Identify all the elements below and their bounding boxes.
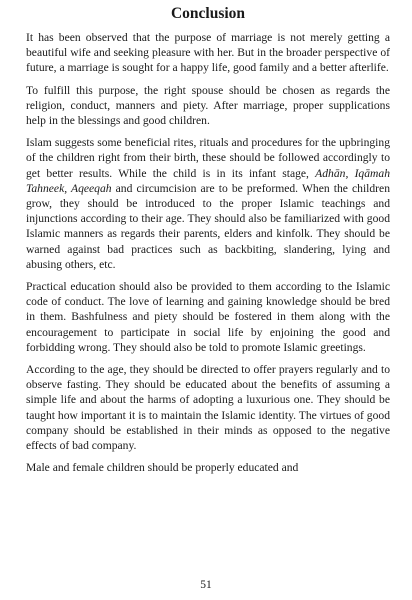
paragraph-3 bbox=[26, 135, 390, 272]
paragraph-1 bbox=[26, 30, 390, 76]
paragraph-5 bbox=[26, 362, 390, 453]
paragraph-2 bbox=[26, 83, 390, 129]
paragraph-6 bbox=[26, 460, 390, 475]
paragraph-text: and circumcision are to be preformed. When the children grow, they should be introduced to the proper Islamic teachings and injunctions according to their age. They should also be familiarized with good Islamic manners as regards their parents, elders and kinfolk. They should be warned against bad practices such as backbiting, slandering, lying and abusing others, etc. bbox=[26, 181, 390, 271]
paragraph-text: To fulfill this purpose, the right spouse should be chosen as regards the religion, conduct, manners and piety. After marriage, proper supplications help in the blessings and good children. bbox=[26, 83, 390, 128]
paragraph-text: Male and female children should be properly educated and bbox=[26, 461, 299, 475]
paragraph-4 bbox=[26, 279, 390, 355]
body-text bbox=[26, 30, 390, 475]
italic-terms: Adhān, Iqāmah Tahneek, Aqeeqah bbox=[26, 166, 390, 195]
page-number: 51 bbox=[200, 579, 212, 591]
paragraph-text: It has been observed that the purpose of marriage is not merely getting a beautiful wife and seeking pleasure with her. But in the broader perspective of future, a marriage is sought for a happy life, good family and a better afterlife. bbox=[26, 31, 390, 75]
paragraph-text: Practical education should also be provided to them according to the Islamic code of conduct. The love of learning and gaining knowledge should be bred in them. Bashfulness and piety should be fostered in them along with the encouragement to participate in social life by enjoining the good and forbidding wrong. They should also be told to promote Islamic greetings. bbox=[26, 280, 390, 354]
paragraph-text: Islam suggests some beneficial rites, rituals and procedures for the upbringing of the children right from their birth, these should be followed accordingly to get better results. While the child is in its infant stage, bbox=[26, 136, 390, 180]
paragraph-text: According to the age, they should be directed to offer prayers regularly and to observe fasting. They should be educated about the benefits of assuming a simple life and about the harms of adopting a luxurious one. They should be taught how important it is to maintain the Islamic identity. The virtues of good company should be established in their minds as opposed to the negative effects of bad company. bbox=[26, 363, 390, 453]
page-title: Conclusion bbox=[170, 5, 246, 22]
